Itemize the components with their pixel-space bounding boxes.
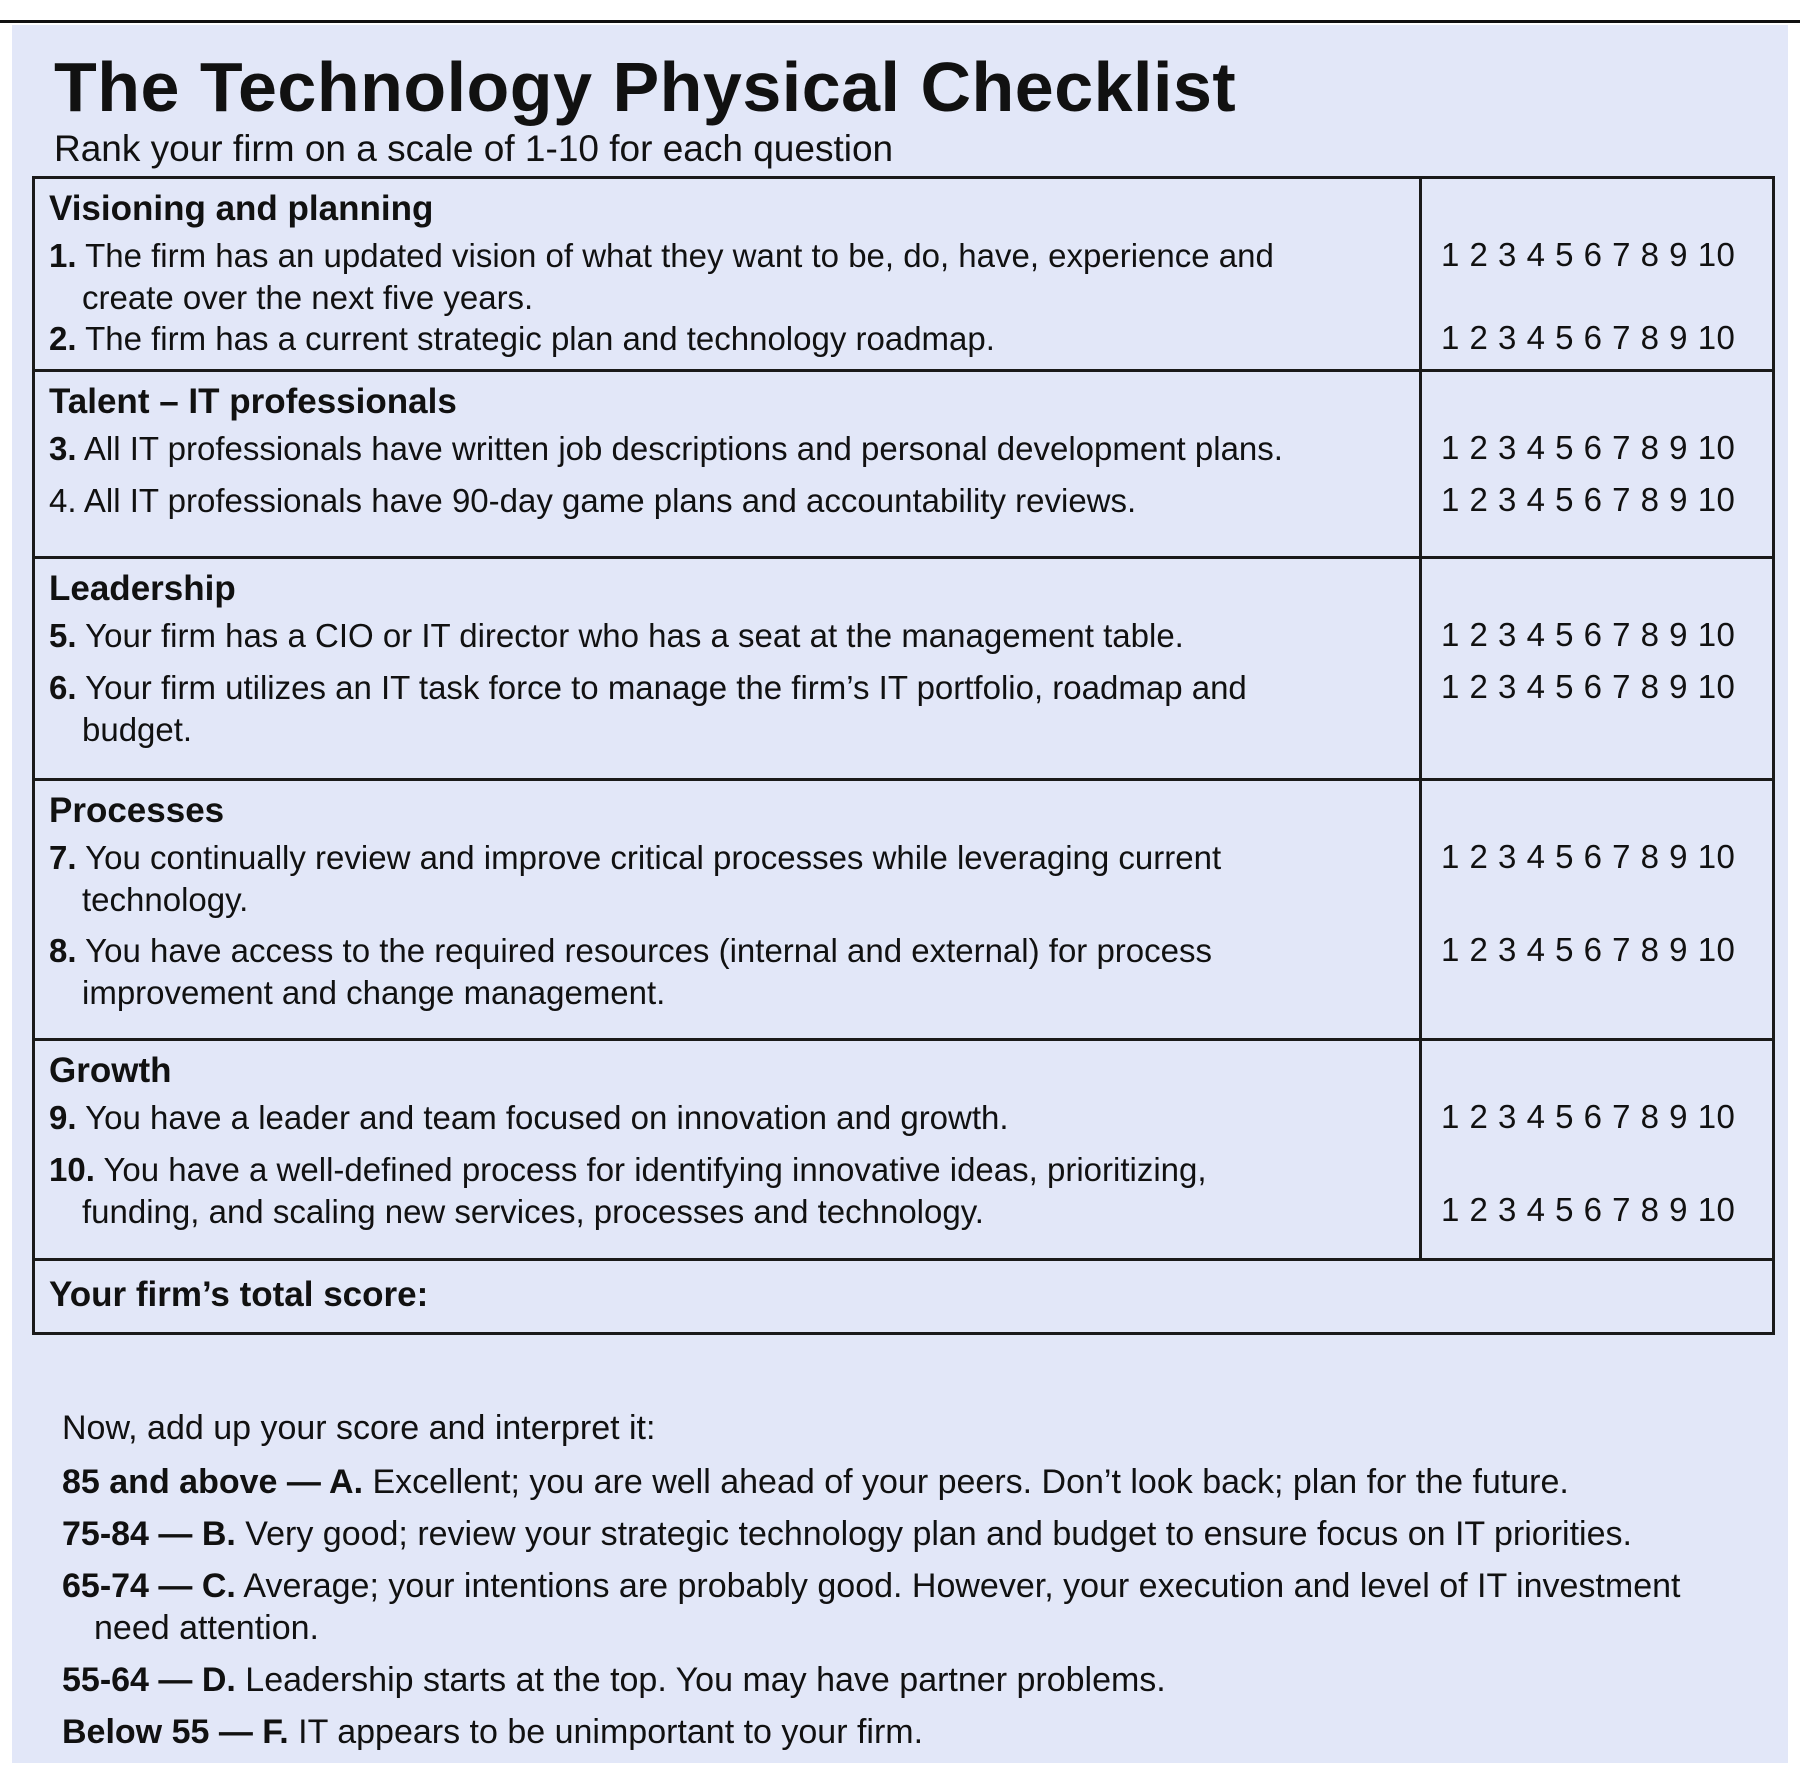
grade-label: 75-84 — B. xyxy=(62,1515,236,1553)
question-text: You continually review and improve critical processes while leveraging current xyxy=(76,839,1222,876)
section-visioning xyxy=(35,179,1772,372)
question-4 xyxy=(49,480,1409,522)
question-number: 8. xyxy=(49,932,77,969)
score-interpretation xyxy=(62,1405,1782,1753)
grade-label: 65-74 — C. xyxy=(62,1567,236,1605)
question-3 xyxy=(49,428,1409,470)
question-number: 2. xyxy=(49,320,77,357)
grade-label: 55-64 — D. xyxy=(62,1661,236,1699)
rating-scale-4[interactable]: 1 2 3 4 5 6 7 8 9 10 xyxy=(1441,481,1736,518)
grade-description: Excellent; you are well ahead of your peers. Don’t look back; plan for the future. xyxy=(363,1463,1569,1501)
question-text-continued: technology. xyxy=(82,881,249,918)
rating-scale-5[interactable]: 1 2 3 4 5 6 7 8 9 10 xyxy=(1441,616,1736,653)
question-1 xyxy=(49,235,1409,319)
question-text: You have a well-defined process for identifying innovative ideas, prioritizing, xyxy=(94,1151,1207,1188)
total-score-row xyxy=(35,1261,1772,1332)
grade-b xyxy=(62,1513,1782,1555)
total-score-label: Your firm’s total score: xyxy=(49,1275,429,1314)
grade-description: Leadership starts at the top. You may have partner problems. xyxy=(235,1661,1166,1699)
section-heading: Visioning and planning xyxy=(49,189,434,228)
column-divider xyxy=(1419,1041,1422,1258)
question-10 xyxy=(49,1149,1409,1233)
grade-f xyxy=(62,1711,1782,1753)
question-7 xyxy=(49,837,1409,921)
grade-description: IT appears to be unimportant to your firm. xyxy=(288,1713,924,1751)
question-text-continued: funding, and scaling new services, processes and technology. xyxy=(82,1193,984,1230)
column-divider xyxy=(1419,559,1422,778)
top-rule xyxy=(0,20,1800,23)
question-2 xyxy=(49,318,1409,360)
section-heading: Talent – IT professionals xyxy=(49,382,457,421)
grade-label: Below 55 — F. xyxy=(62,1713,289,1751)
rating-scale-9[interactable]: 1 2 3 4 5 6 7 8 9 10 xyxy=(1441,1098,1736,1135)
grade-d xyxy=(62,1659,1782,1701)
grade-description: Very good; review your strategic technology plan and budget to ensure focus on IT priorities. xyxy=(235,1515,1632,1553)
column-divider xyxy=(1419,179,1422,369)
question-text: The firm has a current strategic plan and technology roadmap. xyxy=(76,320,995,357)
question-9 xyxy=(49,1097,1409,1139)
question-6 xyxy=(49,667,1409,751)
page-title: The Technology Physical Checklist xyxy=(54,48,1237,126)
question-number: 1. xyxy=(49,237,77,274)
checklist-table xyxy=(32,176,1775,1335)
question-text: Your firm has a CIO or IT director who has a seat at the management table. xyxy=(76,617,1184,654)
rating-scale-8[interactable]: 1 2 3 4 5 6 7 8 9 10 xyxy=(1441,931,1736,968)
checklist-panel xyxy=(12,25,1788,1763)
grade-description-continued: need attention. xyxy=(94,1609,319,1647)
rating-scale-2[interactable]: 1 2 3 4 5 6 7 8 9 10 xyxy=(1441,319,1736,356)
question-number: 4. xyxy=(49,482,77,519)
rating-scale-10[interactable]: 1 2 3 4 5 6 7 8 9 10 xyxy=(1441,1191,1736,1228)
question-text: You have access to the required resources (internal and external) for process xyxy=(76,932,1213,969)
question-number: 7. xyxy=(49,839,77,876)
rating-scale-6[interactable]: 1 2 3 4 5 6 7 8 9 10 xyxy=(1441,668,1736,705)
column-divider xyxy=(1419,781,1422,1038)
grade-a xyxy=(62,1461,1782,1503)
column-divider xyxy=(1419,372,1422,556)
section-leadership xyxy=(35,559,1772,781)
question-text-continued: budget. xyxy=(82,711,193,748)
question-8 xyxy=(49,930,1409,1014)
section-growth xyxy=(35,1041,1772,1261)
rating-scale-3[interactable]: 1 2 3 4 5 6 7 8 9 10 xyxy=(1441,429,1736,466)
rating-scale-7[interactable]: 1 2 3 4 5 6 7 8 9 10 xyxy=(1441,838,1736,875)
section-heading: Processes xyxy=(49,791,225,830)
page-subtitle: Rank your firm on a scale of 1-10 for each question xyxy=(54,128,894,169)
section-heading: Leadership xyxy=(49,569,236,608)
question-text: You have a leader and team focused on innovation and growth. xyxy=(76,1099,1009,1136)
section-heading: Growth xyxy=(49,1051,172,1090)
question-number: 5. xyxy=(49,617,77,654)
section-talent xyxy=(35,372,1772,559)
section-processes xyxy=(35,781,1772,1041)
grade-c xyxy=(62,1565,1782,1649)
question-text: All IT professionals have written job descriptions and personal development plans. xyxy=(76,430,1283,467)
grade-label: 85 and above — A. xyxy=(62,1463,364,1501)
question-text: All IT professionals have 90-day game plans and accountability reviews. xyxy=(76,482,1137,519)
grade-description: Average; your intentions are probably good. However, your execution and level of IT investment xyxy=(235,1567,1681,1605)
question-number: 9. xyxy=(49,1099,77,1136)
question-number: 3. xyxy=(49,430,77,467)
rating-scale-1[interactable]: 1 2 3 4 5 6 7 8 9 10 xyxy=(1441,236,1736,273)
question-text-continued: improvement and change management. xyxy=(82,974,666,1011)
question-text: Your firm utilizes an IT task force to manage the firm’s IT portfolio, roadmap and xyxy=(76,669,1247,706)
question-number: 6. xyxy=(49,669,77,706)
question-5 xyxy=(49,615,1409,657)
question-number: 10. xyxy=(49,1151,95,1188)
question-text: The firm has an updated vision of what they want to be, do, have, experience and xyxy=(76,237,1274,274)
interpretation-intro: Now, add up your score and interpret it: xyxy=(62,1409,656,1447)
question-text-continued: create over the next five years. xyxy=(82,279,534,316)
